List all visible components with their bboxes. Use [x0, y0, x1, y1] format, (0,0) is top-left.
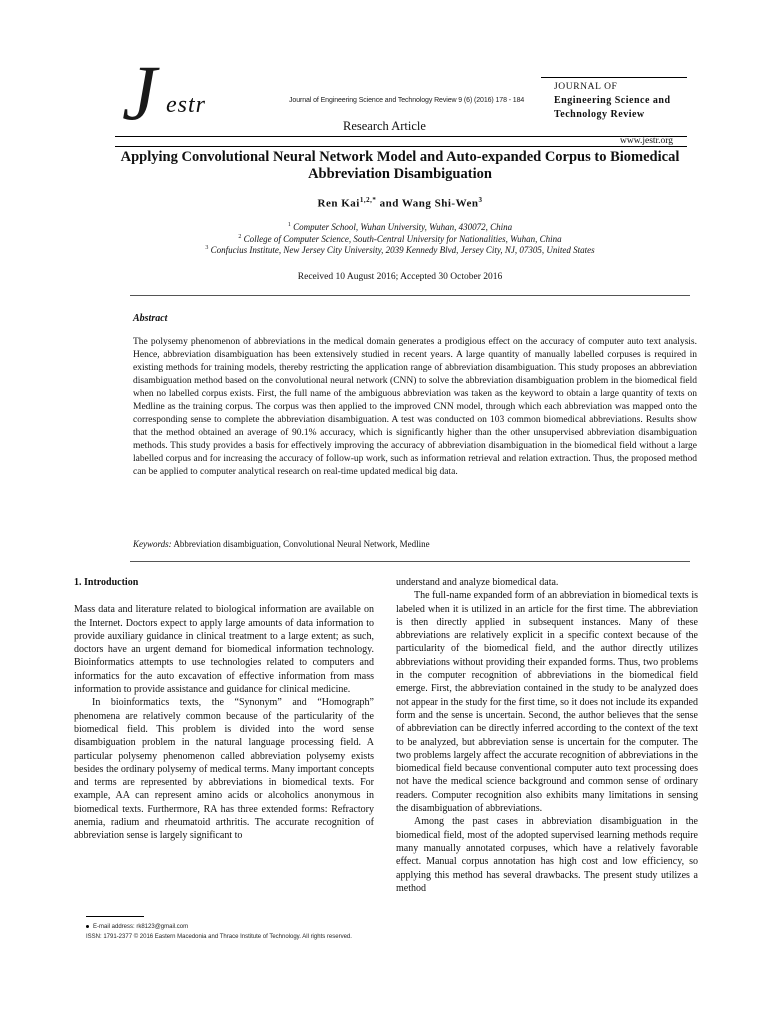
keywords-label: Keywords: [133, 539, 172, 549]
affiliation [100, 234, 700, 244]
logo-text: estr [166, 92, 206, 118]
keywords [133, 539, 697, 549]
footnote-rule [86, 916, 144, 917]
header-rule-lower [115, 146, 687, 147]
section-heading: 1. Introduction [74, 577, 139, 588]
affiliation-text: College of Computer Science, South-Central University for Nationalities, Wuhan, China [243, 234, 562, 244]
affiliation [100, 245, 700, 255]
author-affiliation-mark: 3 [478, 196, 483, 204]
section-divider [130, 295, 690, 296]
author-name: Ren Kai [317, 197, 360, 210]
body-column-right [396, 576, 698, 895]
received-dates: Received 10 August 2016; Accepted 30 October 2016 [297, 272, 503, 282]
footnote-issn: ISSN: 1791-2377 © 2016 Eastern Macedonia and Thrace Institute of Technology. All rights reserved. [86, 934, 352, 940]
paragraph: Among the past cases in abbreviation disambiguation in the biomedical field, most of the adopted supervised learning methods require many manually annotated corpuses, which have a relatively favorable effect. Manual corpus annotation has high cost and low efficiency, so applying this method has several drawbacks. The present study utilizes a method [396, 816, 698, 894]
journal-title: Engineering Science and Technology Review [554, 95, 671, 120]
author-line [100, 196, 700, 210]
body-column-left [74, 576, 374, 843]
affiliation [100, 222, 700, 232]
affiliation-number: 3 [205, 245, 209, 251]
journal-label: JOURNAL OF [554, 82, 618, 92]
author-name: Wang Shi-Wen [401, 197, 479, 210]
paragraph: In bioinformatics texts, the “Synonym” and “Homograph” phenomena are relatively common because of the particularity of the biomedical field. This problem is divided into the word sense disambiguation problem in the natural language processing field. A particular polysemy phenomenon called abbreviation polysemy exists besides the ordinary polysemy of medical terms. Many important concepts and terms are represented by abbreviations in biomedical texts. For example, AA can represent amino acids or alcoholics anonymous in biomedical texts. Furthermore, RA has three extended forms: Refractory anemia, radium and rheumatoid arthritis. The accurate recognition of abbreviation sense is largely significant to [74, 697, 374, 842]
article-type: Research Article [343, 119, 426, 133]
affiliation-text: Confucius Institute, New Jersey City University, 2039 Kennedy Blvd, Jersey City, NJ, 07305, United States [210, 245, 595, 255]
bullet-icon [86, 925, 89, 928]
paper-title: Applying Convolutional Neural Network Model and Auto-expanded Corpus to Biomedical Abbreviation Disambiguation [120, 149, 680, 182]
spacer [74, 589, 374, 603]
journal-header-rule [541, 77, 687, 78]
abstract-text: The polysemy phenomenon of abbreviations in the medical domain generates a prodigious effect on the accuracy of computer auto text analysis. Hence, abbreviation disambiguation has been extensively studied in recent years. A large quantity of manually labelled corpuses is required in existing methods for training models, thereby restricting the application range of abbreviation disambiguation. This study proposes an abbreviation disambiguation method based on the convolutional neural network (CNN) to solve the abbreviation disambiguation problem in the biomedical field when no labelled corpus exists. First, the full name of the ambiguous abbreviation was taken as the keyword to obtain a large quantity of texts on Medline as the training corpus. The corpus was then applied to the improved CNN model, through which each abbreviation was mapped onto the corresponding sense to complete the abbreviation disambiguation. A test was conducted on 103 common biomedical abbreviations. Results show that the method obtained an average of 90.1% accuracy, which is significantly higher than the other unsupervised abbreviation disambiguation methods. This study provides a basis for effectively improving the accuracy of abbreviation disambiguation in the biomedical field without a large labelled corpus and for increasing the accuracy of follow-up work, such as information retrieval and relation extraction. Thus, the proposed method can be applied to computer analytical research on real-time updated medical big data. [133, 337, 697, 477]
author-joiner: and [376, 197, 402, 210]
logo-initial: J [122, 49, 157, 136]
email-text: E-mail address: rk8123@gmail.com [93, 924, 189, 930]
section-divider [130, 561, 690, 562]
paragraph: Mass data and literature related to biological information are available on the Internet. Doctors expect to apply large amounts of data information to provide auxiliary guidance in clinical treatment to a large extent; as such, doctors have an urgent demand for biomedical information technology. Bioinformatics attempts to use technologies related to computers and informatics for the auto excavation of effective information from mass information to provide assistance and guidance for clinical medicine. [74, 604, 374, 696]
keywords-text: Abbreviation disambiguation, Convolutional Neural Network, Medline [173, 539, 430, 549]
affiliation-text: Computer School, Wuhan University, Wuhan, 430072, China [293, 222, 513, 232]
paragraph: understand and analyze biomedical data. [396, 577, 559, 588]
journal-url[interactable]: www.jestr.org [620, 136, 674, 146]
affiliation-number: 2 [238, 234, 242, 240]
affiliation-number: 1 [287, 222, 291, 228]
footnote-email [86, 924, 188, 930]
header-rule [115, 136, 687, 137]
author-affiliation-mark: 1,2,* [359, 196, 377, 204]
paragraph: The full-name expanded form of an abbreviation in biomedical texts is labeled when it is utilized in an article for the first time. The abbreviation is then directly applied in subsequent instances. Many of these abbreviations are relatively explicit in a specific context because of the particularity of the biomedical field, and the author directly utilizes abbreviations without providing their expanded forms. Thus, two problems in the computer recognition of abbreviations in the biomedical field emerge. First, the abbreviation contained in the study to be analyzed does not appear in the study for the first time, so it does not include its expanded form and the sense is uncertain. Second, the author believes that the sense of abbreviation can be directly inferred according to the context of the text to be analyzed, but abbreviation sense is uncertain for the computer. The two problems largely affect the accurate recognition of abbreviations in the biomedical field because conventional computer auto text processing does not have the medical science background and common sense of ordinary readers. Computer recognition also exhibits many limitations in sensing the disambiguation of abbreviations. [396, 590, 698, 815]
journal-logo [114, 49, 264, 142]
journal-reference: Journal of Engineering Science and Technology Review 9 (6) (2016) 178 - 184 [289, 97, 525, 104]
abstract-heading: Abstract [133, 313, 168, 324]
